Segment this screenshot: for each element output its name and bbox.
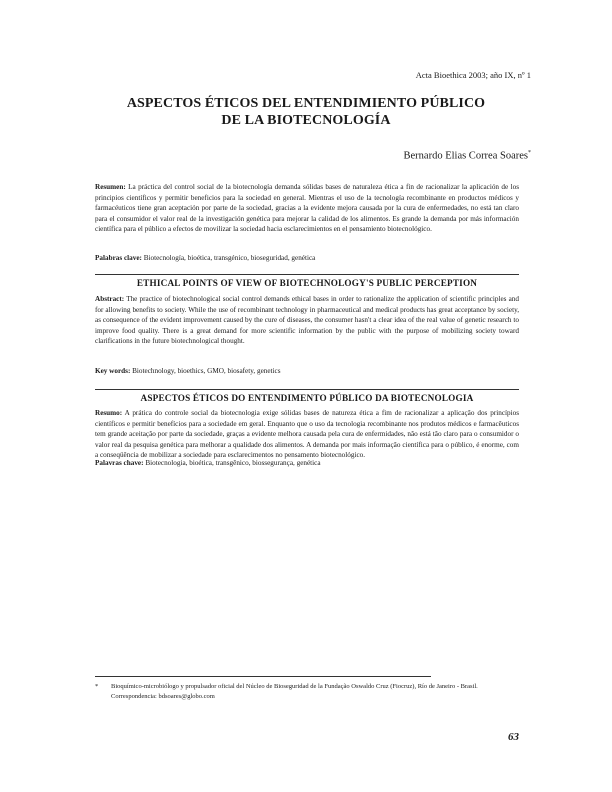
author-footnote-mark: * [528,150,531,156]
portuguese-keywords [95,458,519,468]
portuguese-abstract [95,408,519,461]
page-number: 63 [508,731,519,743]
english-abstract-text: The practice of biotechnological social control demands ethical bases in order to rationalize the application of scientific principles and for allowing benefits to society. While the use of recombinant technology in pharmaceutical and medical products has great acceptance by society, as consequence of the evident improvement caused by the cure of diseases, the consumer hasn't a clear idea of the real value of genetic research to improve food quality. There is a great demand for more scientific information by the public with the purpose of mobilizing society toward clarifications in the future biotechnological thought. [95,295,519,346]
spanish-keywords-text: Biotecnología, bioética, transgénico, bioseguridad, genética [143,254,316,262]
author-name: Bernardo Elias Correa Soares [403,150,528,162]
footnote-affiliation: Bioquímico-microbiólogo y propulsador oficial del Núcleo de Bioseguridad de la Fundação Oswaldo Cruz (Fiocruz), Río de Janeiro - Brasil. [111,683,478,690]
portuguese-abstract-label: Resumo: [95,409,123,417]
spanish-abstract-text: La práctica del control social de la biotecnología demanda sólidas bases de naturaleza ética a fin de racionalizar la aplicación de los principios científicos y permitir beneficios para la sociedad en general. Mientras el uso de la tecnología recombinante en productos médicos y farmacéuticos tiene gran aceptación por parte de la sociedad, gracias a la evidente mejora causada por la cura de enfermedades, no está tan claro para el consumidor el valor real de la investigación genética para mejorar la calidad de los alimentos. Es grande la demanda por más información científica para el público a efectos de movilizar la sociedad hacia esclarecimientos en el pensamiento biotecnológico. [95,183,520,234]
portuguese-keywords-text: Biotecnologia, bioética, transgênico, biossegurança, genética [145,459,321,467]
title-line-2: DE LA BIOTECNOLOGÍA [221,113,391,128]
footnote-mark: * [95,683,99,690]
portuguese-keywords-label: Palavras chave: [95,459,144,467]
portuguese-abstract-text: A prática do controle social da biotecnologia exige sólidas bases de natureza ética a fim de racionalizar a aplicação dos princípios científicos e permitir benefícios para a sociedade em geral. Enquanto que o uso da tecnologia recombinante nos produtos médicos e farmacêuticos tem grande aceitação por parte da sociedade, graças a evidente melhora causada pela cura de enfermidades, não está tão claro para o consumidor o valor real da pesquisa genética para melhorar a qualidade dos alimentos. A demanda por mais informação científica para o público, é enorme, com a conseqüência de mobilizar a sociedade para esclarecimentos no pensamento biotecnológico. [95,409,519,460]
journal-reference: Acta Bioethica 2003; año IX, nº 1 [415,70,531,80]
spanish-abstract-label: Resumen: [95,183,126,191]
english-keywords [95,366,519,376]
author-byline [404,150,532,162]
english-section-heading: ETHICAL POINTS OF VIEW OF BIOTECHNOLOGY'S PUBLIC PERCEPTION [95,274,519,288]
title-line-1: ASPECTOS ÉTICOS DEL ENTENDIMIENTO PÚBLICO [126,96,486,111]
english-keywords-text: Biotechnology, bioethics, GMO, biosafety, genetics [132,367,281,375]
english-keywords-label: Key words: [95,367,131,375]
portuguese-section-heading: ASPECTOS ÉTICOS DO ENTENDIMENTO PÚBLICO DA BIOTECNOLOGIA [95,389,519,403]
spanish-keywords-label: Palabras clave: [95,254,142,262]
author-footnote [95,682,519,701]
footnote-divider [95,676,431,677]
english-abstract [95,294,519,347]
spanish-abstract [95,182,519,235]
footnote-email: Correspondencia: bdsoares@globo.com [111,692,215,700]
english-abstract-label: Abstract: [95,295,125,303]
spanish-keywords [95,253,519,263]
article-title [81,95,531,129]
